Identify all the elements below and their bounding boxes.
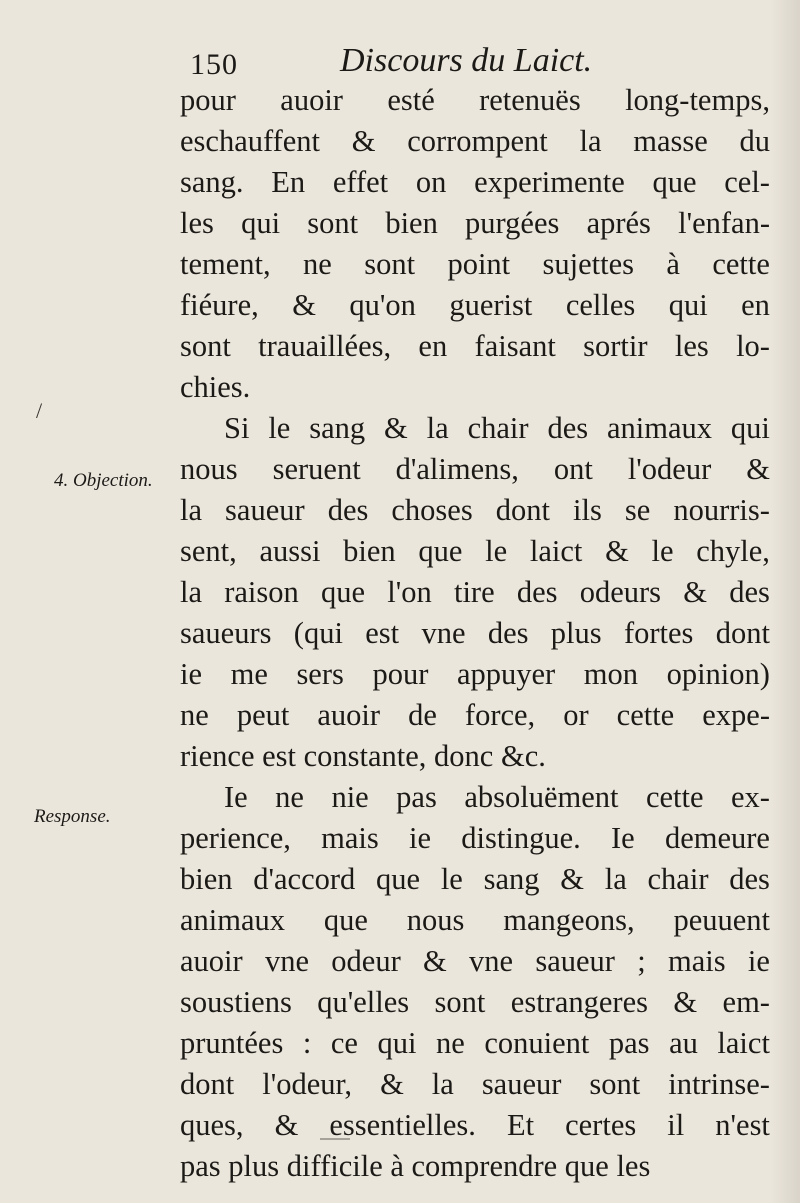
word: aussi	[259, 534, 321, 568]
word: laict	[717, 1026, 770, 1060]
word: cette	[645, 780, 704, 814]
word: qui	[377, 1026, 417, 1060]
word: chair	[467, 411, 529, 445]
text-line: chies.	[180, 370, 251, 404]
word: ne	[275, 780, 304, 814]
text-line	[180, 1023, 770, 1064]
word: pas	[396, 780, 437, 814]
text-line	[180, 859, 770, 900]
word: fortes	[623, 616, 694, 650]
word: que	[418, 534, 463, 568]
word: ils	[573, 493, 602, 527]
word: que	[323, 903, 368, 937]
word: sang	[483, 862, 540, 896]
word: pruntées	[180, 1026, 284, 1060]
word: dont	[495, 493, 550, 527]
word: l'odeur	[627, 452, 712, 486]
word: &	[274, 1108, 299, 1142]
word: mon	[583, 657, 638, 691]
page-edge-shadow	[770, 0, 800, 1203]
word: sont	[307, 206, 359, 240]
word: saueur	[481, 1067, 562, 1101]
margin-note-response: Response.	[34, 806, 111, 827]
text-line	[180, 531, 770, 572]
text-line	[180, 777, 770, 818]
word: des	[729, 575, 770, 609]
word: qu'elles	[317, 985, 410, 1019]
word: auoir	[280, 83, 343, 117]
word: chyle,	[696, 534, 770, 568]
word: distingue.	[461, 821, 581, 855]
word: tement,	[180, 247, 271, 281]
word: ie	[747, 944, 770, 978]
word: odeurs	[579, 575, 662, 609]
word: soustiens	[180, 985, 292, 1019]
word: la	[426, 411, 449, 445]
word: sortir	[583, 329, 648, 363]
word: l'enfan-	[678, 206, 770, 240]
word: aprés	[586, 206, 651, 240]
word: nous	[406, 903, 465, 937]
word: des	[487, 616, 529, 650]
word: perience,	[180, 821, 291, 855]
body-text	[180, 80, 770, 1187]
word: Ie	[224, 780, 248, 814]
word: bien	[385, 206, 438, 240]
word: le	[485, 534, 508, 568]
word: pour	[372, 657, 429, 691]
word: des	[327, 493, 369, 527]
word: on	[415, 165, 447, 199]
bottom-ink-mark	[320, 1138, 350, 1140]
word: force,	[464, 698, 536, 732]
word: purgées	[465, 206, 560, 240]
word: esté	[387, 83, 435, 117]
text-line	[180, 449, 770, 490]
word: les	[674, 329, 709, 363]
word: ne	[303, 247, 332, 281]
word: animaux	[180, 903, 286, 937]
word: nous	[180, 452, 238, 486]
word: (qui	[293, 616, 343, 650]
word: cel-	[724, 165, 770, 199]
page-number: 150	[190, 48, 238, 81]
word: qu'on	[349, 288, 416, 322]
word: mais	[668, 944, 726, 978]
word: d'accord	[253, 862, 356, 896]
word: ques,	[180, 1108, 244, 1142]
word: que	[321, 575, 366, 609]
page-header	[190, 36, 630, 86]
word: du	[739, 124, 770, 158]
text-line	[180, 244, 770, 285]
running-title: Discours du Laict.	[340, 42, 593, 79]
text-line	[180, 695, 770, 736]
word: me	[230, 657, 268, 691]
word: cette	[616, 698, 675, 732]
word: auoir	[317, 698, 381, 732]
text-line	[180, 1105, 770, 1146]
word: les	[180, 206, 214, 240]
word: intrinse-	[668, 1067, 770, 1101]
word: sont	[364, 247, 416, 281]
word: faisant	[474, 329, 556, 363]
word: peuuent	[673, 903, 770, 937]
word: corrompent	[407, 124, 548, 158]
word: bien	[343, 534, 396, 568]
word: laict	[529, 534, 583, 568]
word: vne	[264, 944, 309, 978]
word: ne	[180, 698, 209, 732]
word: seruent	[272, 452, 361, 486]
word: &	[292, 288, 316, 322]
word: :	[302, 1026, 312, 1060]
word: absoluëment	[464, 780, 619, 814]
word: saueurs	[180, 616, 272, 650]
word: la	[180, 493, 203, 527]
word: Ie	[611, 821, 635, 855]
word: la	[579, 124, 602, 158]
text-line	[180, 162, 770, 203]
word: des	[547, 411, 589, 445]
word: Et	[506, 1108, 535, 1142]
word: cette	[712, 247, 770, 281]
word: bien	[180, 862, 233, 896]
word: ont	[553, 452, 593, 486]
word: ne	[436, 1026, 465, 1060]
word: &	[384, 411, 408, 445]
word: &	[746, 452, 770, 486]
word: nourris-	[673, 493, 770, 527]
word: raison	[224, 575, 299, 609]
text-line	[180, 941, 770, 982]
word: guerist	[449, 288, 533, 322]
word: sang.	[180, 165, 244, 199]
stray-ink-mark: /	[36, 398, 43, 423]
word: que	[652, 165, 697, 199]
word: or	[563, 698, 589, 732]
word: expe-	[702, 698, 770, 732]
word: pour	[180, 83, 236, 117]
word: ex-	[730, 780, 770, 814]
word: tire	[453, 575, 495, 609]
word: dont	[715, 616, 770, 650]
word: appuyer	[456, 657, 556, 691]
word: lo-	[736, 329, 770, 363]
word: opinion)	[666, 657, 770, 691]
word: fiéure,	[180, 288, 259, 322]
word: &	[560, 862, 584, 896]
word: sont	[434, 985, 486, 1019]
text-line	[180, 818, 770, 859]
word: ;	[637, 944, 646, 978]
word: la	[431, 1067, 454, 1101]
word: estrangeres	[510, 985, 648, 1019]
word: qui	[241, 206, 281, 240]
word: mais	[321, 821, 379, 855]
word: se	[624, 493, 651, 527]
text-line	[180, 80, 770, 121]
text-line: rience est constante, donc &c.	[180, 739, 546, 773]
text-line	[180, 408, 770, 449]
word: auoir	[180, 944, 243, 978]
word: retenuës	[479, 83, 581, 117]
word: la	[604, 862, 627, 896]
word: d'alimens,	[395, 452, 519, 486]
word: choses	[391, 493, 473, 527]
text-line	[180, 203, 770, 244]
word: long-temps,	[625, 83, 770, 117]
word: nie	[331, 780, 369, 814]
word: peut	[236, 698, 290, 732]
word: vne	[469, 944, 514, 978]
word: sang	[309, 411, 366, 445]
word: le	[268, 411, 291, 445]
word: animaux	[607, 411, 713, 445]
word: dont	[180, 1067, 235, 1101]
word: chair	[647, 862, 709, 896]
text-line	[180, 285, 770, 326]
word: demeure	[664, 821, 770, 855]
word: le	[651, 534, 674, 568]
word: &	[683, 575, 708, 609]
word: certes	[565, 1108, 637, 1142]
word: vne	[421, 616, 466, 650]
word: effet	[332, 165, 389, 199]
word: ie	[180, 657, 203, 691]
word: plus	[550, 616, 602, 650]
word: qui	[668, 288, 708, 322]
word: est	[365, 616, 400, 650]
word: trauaillées,	[258, 329, 392, 363]
word: sujettes	[542, 247, 635, 281]
text-line: pas plus difficile à comprendre que les	[180, 1149, 651, 1183]
word: sers	[296, 657, 344, 691]
word: experimente	[474, 165, 625, 199]
text-line	[180, 900, 770, 941]
word: des	[516, 575, 558, 609]
word: qui	[730, 411, 770, 445]
word: sont	[589, 1067, 641, 1101]
word: odeur	[331, 944, 401, 978]
word: &	[380, 1067, 404, 1101]
word: de	[408, 698, 437, 732]
word: n'est	[715, 1108, 770, 1142]
word: masse	[633, 124, 708, 158]
word: &	[605, 534, 629, 568]
text-line	[180, 613, 770, 654]
word: il	[667, 1108, 685, 1142]
word: eschauffent	[180, 124, 321, 158]
word: Si	[224, 411, 250, 445]
word: mangeons,	[503, 903, 635, 937]
word: à	[666, 247, 680, 281]
word: saueur	[225, 493, 305, 527]
text-line	[180, 654, 770, 695]
margin-note-objection: 4. Objection.	[54, 470, 153, 491]
word: celles	[565, 288, 636, 322]
word: au	[669, 1026, 698, 1060]
word: ie	[409, 821, 432, 855]
word: essentielles.	[329, 1108, 476, 1142]
word: des	[729, 862, 770, 896]
text-line	[180, 490, 770, 531]
word: &	[673, 985, 698, 1019]
word: &	[351, 124, 376, 158]
word: sent,	[180, 534, 237, 568]
text-line	[180, 121, 770, 162]
text-line	[180, 982, 770, 1023]
text-line	[180, 326, 770, 367]
word: pas	[608, 1026, 650, 1060]
word: &	[423, 944, 447, 978]
word: conuient	[484, 1026, 590, 1060]
text-line	[180, 572, 770, 613]
word: point	[447, 247, 511, 281]
word: la	[180, 575, 203, 609]
word: ce	[330, 1026, 358, 1060]
word: sont	[180, 329, 231, 363]
word: que	[376, 862, 421, 896]
word: en	[418, 329, 448, 363]
word: en	[741, 288, 770, 322]
word: saueur	[535, 944, 615, 978]
word: l'odeur,	[262, 1067, 353, 1101]
word: l'on	[387, 575, 432, 609]
text-line	[180, 1064, 770, 1105]
word: em-	[722, 985, 770, 1019]
word: le	[440, 862, 463, 896]
word: En	[271, 165, 306, 199]
